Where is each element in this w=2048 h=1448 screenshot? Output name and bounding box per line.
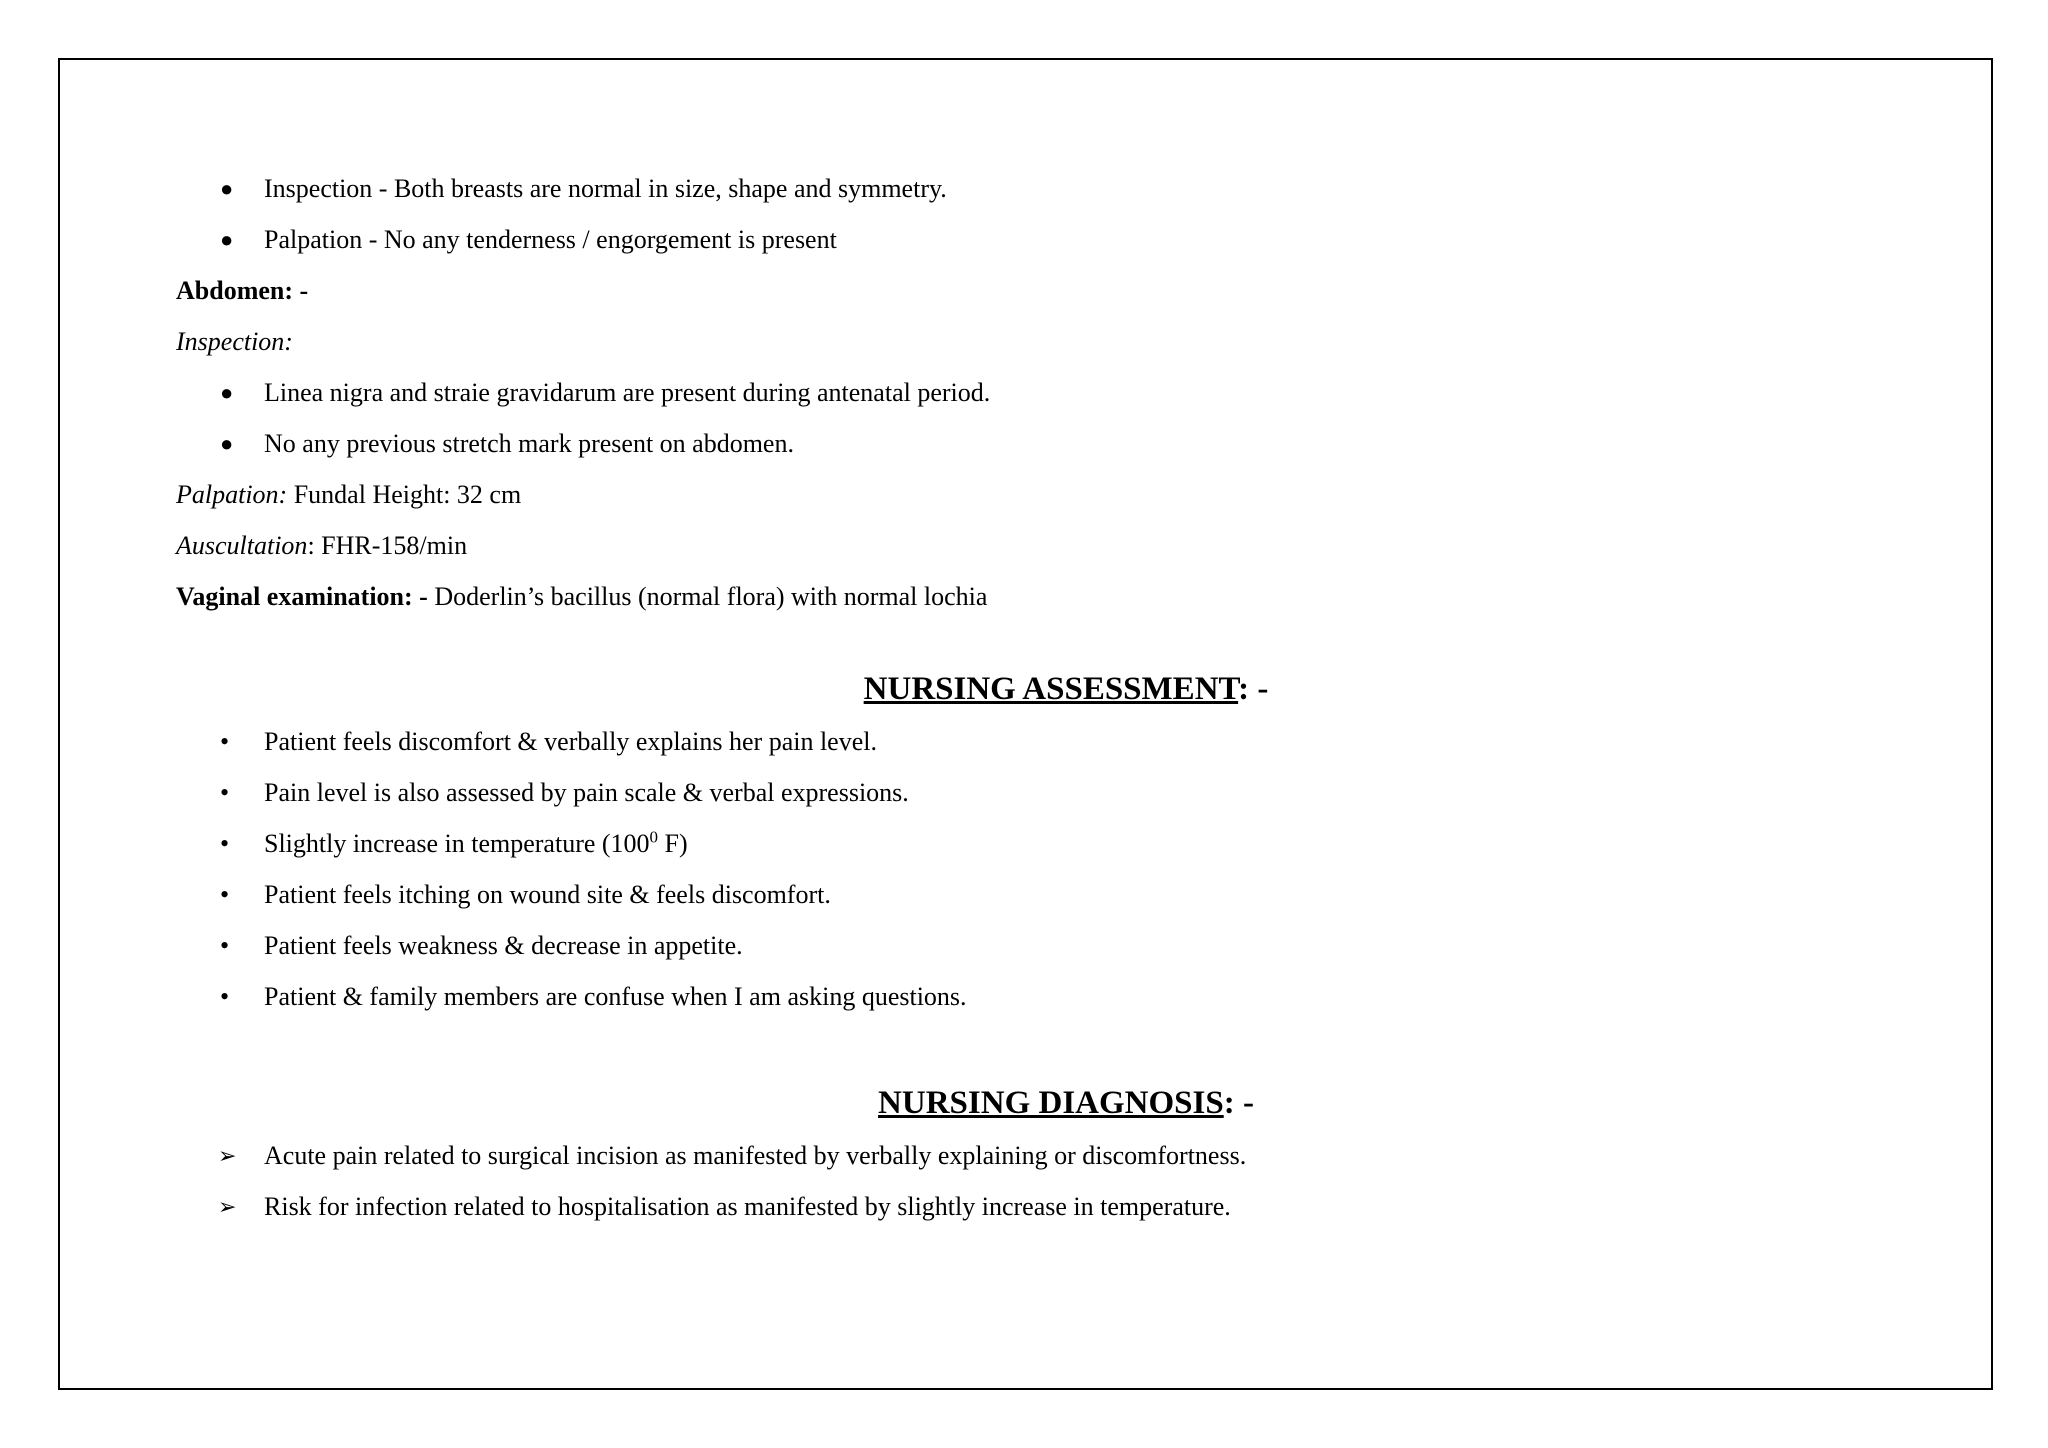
abdomen-inspection-item — [176, 427, 1956, 478]
abdomen-inspection-text: No any previous stretch mark present on abdomen. — [264, 429, 794, 458]
nursing-assessment-title: NURSING ASSESSMENT — [863, 671, 1239, 707]
nursing-assessment-suffix: : - — [1238, 671, 1269, 707]
bullet-dot-icon: ● — [220, 380, 234, 405]
breast-palpation-item — [176, 223, 1956, 274]
bullet-icon: • — [220, 931, 230, 960]
vaginal-examination-label: Vaginal examination: - — [176, 582, 428, 611]
nursing-diagnosis-heading — [176, 1083, 1956, 1139]
abdomen-auscultation-line — [176, 529, 1956, 580]
diagnosis-item-text: Risk for infection related to hospitalisation as manifested by slightly increase in temperature. — [264, 1192, 1231, 1221]
assessment-item — [176, 776, 1956, 827]
bullet-dot-icon: ● — [220, 227, 234, 252]
assessment-item-text: Patient feels weakness & decrease in appetite. — [264, 931, 743, 960]
abdomen-palpation-label: Palpation: — [176, 480, 288, 509]
abdomen-inspection-label: Inspection: — [176, 327, 293, 356]
bullet-icon: • — [220, 982, 230, 1011]
breast-inspection-text: Inspection - Both breasts are normal in size, shape and symmetry. — [264, 174, 947, 203]
assessment-item — [176, 725, 1956, 776]
assessment-item — [176, 929, 1956, 980]
bullet-dot-icon: ● — [220, 176, 234, 201]
abdomen-inspection-item — [176, 376, 1956, 427]
nursing-assessment-heading — [176, 669, 1956, 725]
diagnosis-item — [176, 1139, 1956, 1190]
abdomen-auscultation-label: Auscultation — [176, 531, 308, 560]
assessment-item-text: Pain level is also assessed by pain scale & verbal expressions. — [264, 778, 909, 807]
breast-palpation-text: Palpation - No any tenderness / engorgement is present — [264, 225, 837, 254]
arrow-bullet-icon: ➢ — [218, 1143, 237, 1168]
bullet-icon: • — [220, 778, 230, 807]
diagnosis-item-text: Acute pain related to surgical incision as manifested by verbally explaining or discomfortness. — [264, 1141, 1247, 1170]
bullet-icon: • — [220, 880, 230, 909]
abdomen-label-line — [176, 274, 1956, 325]
document-body — [176, 172, 1956, 1241]
abdomen-palpation-text: Fundal Height: 32 cm — [287, 480, 522, 509]
assessment-temperature-item — [176, 827, 1956, 878]
assessment-item-text: Patient feels discomfort & verbally explains her pain level. — [264, 727, 877, 756]
abdomen-inspection-text: Linea nigra and straie gravidarum are present during antenatal period. — [264, 378, 991, 407]
bullet-icon: • — [220, 727, 230, 756]
nursing-diagnosis-title: NURSING DIAGNOSIS — [878, 1085, 1224, 1121]
diagnosis-item — [176, 1190, 1956, 1241]
arrow-bullet-icon: ➢ — [218, 1194, 237, 1219]
abdomen-label: Abdomen: - — [176, 276, 309, 305]
breast-inspection-item — [176, 172, 1956, 223]
nursing-diagnosis-suffix: : - — [1223, 1085, 1254, 1121]
abdomen-inspection-label-line — [176, 325, 1956, 376]
assessment-item — [176, 980, 1956, 1031]
abdomen-palpation-line — [176, 478, 1956, 529]
assessment-item — [176, 878, 1956, 929]
bullet-icon: • — [220, 829, 230, 858]
abdomen-auscultation-text: : FHR-158/min — [307, 531, 468, 560]
vaginal-examination-line — [176, 580, 1956, 631]
assessment-temperature-suffix: F) — [658, 829, 688, 858]
assessment-item-text: Patient & family members are confuse when I am asking questions. — [264, 982, 967, 1011]
assessment-temperature-prefix: Slightly increase in temperature (100 — [264, 829, 650, 858]
bullet-dot-icon: ● — [220, 431, 234, 456]
vaginal-examination-text: Doderlin’s bacillus (normal flora) with normal lochia — [427, 582, 988, 611]
degree-superscript: 0 — [649, 827, 659, 847]
assessment-item-text: Patient feels itching on wound site & feels discomfort. — [264, 880, 831, 909]
